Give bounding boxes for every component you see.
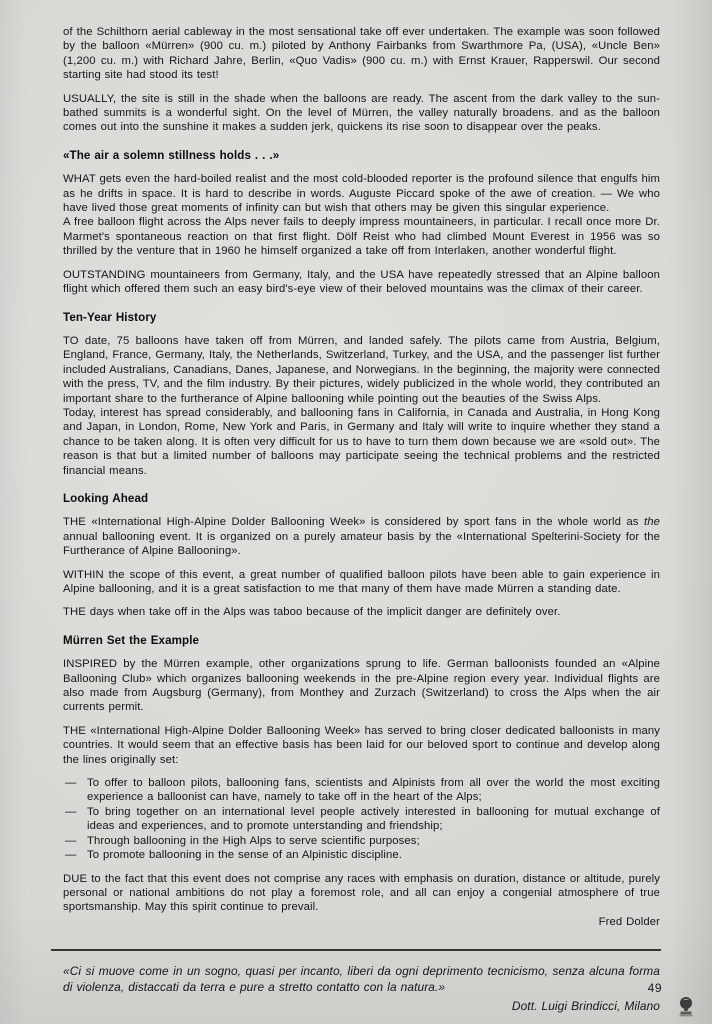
paragraph-free-flight: A free balloon flight across the Alps never fails to deeply impress mountaineers, in particular. I recall once more Dr. Marmet's spontaneous reaction on that first flight. Dölf Reist who had climbed Mount Everest in 1956 was so thrilled by the venture that in 1960 he himself organized a take off from Interlaken, another wonderful flight.	[63, 216, 660, 258]
bullet-dash-marker: —	[65, 834, 77, 847]
author-signature: Fred Dolder	[598, 915, 660, 928]
paragraph-to-date: TO date, 75 balloons have taken off from Mürren, and landed safely. The pilots came from Austria, Belgium, England, France, Germany, Italy, the Netherlands, Switzerland, Turkey, and the USA, and the passenger list further included Australians, Canadians, Danes, Japanese, and Norwegians. In the beginning, the majority were connected with the press, TV, and the film industry. By their pictures, widely publicized in the whole world, they contributed an important share to the furtherance of Alpine ballooning while pointing out the beauties of the Swiss Alps.	[63, 334, 660, 405]
paragraph-emphasis: the	[643, 516, 660, 529]
bullet-dash-marker: —	[65, 805, 77, 818]
bullet-item-text: Through ballooning in the High Alps to serve scientific purposes;	[87, 834, 420, 847]
bullet-item	[65, 776, 660, 805]
paragraph-taboo-days: THE days when take off in the Alps was taboo because of the implicit danger are definitely over.	[63, 606, 561, 619]
section-heading-ten-year-history: Ten-Year History	[63, 310, 157, 324]
bullet-item-text: To bring together on an international level people actively interested in ballooning for mutual exchange of ideas and experiences, and to promote unterstanding and friendship;	[87, 805, 660, 833]
paragraph-week-served: THE «International High-Alpine Dolder Ballooning Week» has served to bring closer dedicated balloonists in many countries. It would seem that an effective basis has been laid for our beloved sport to continue and develop along the lines originally set:	[63, 724, 660, 766]
divider-rule	[51, 949, 661, 951]
bullet-item-text: To promote ballooning in the sense of an Alpinistic discipline.	[87, 849, 403, 862]
footer-quote	[63, 964, 660, 1015]
paragraph-outstanding: OUTSTANDING mountaineers from Germany, Italy, and the USA have repeatedly stressed that an Alpine balloon flight which offered them such an easy bird's-eye view of their beloved mountains was the climax of their career.	[63, 268, 660, 296]
paragraph-inspired: INSPIRED by the Mürren example, other organizations sprung to life. German balloonists founded an «Alpine Ballooning Club» which organizes ballooning weekends in the pre-Alpine region every year. Individual flights are also made from Augsburg (Germany), from Monthey and Zurzach (Switzerland) to cross the Alps when the air currents permit.	[63, 658, 660, 714]
bullet-item	[65, 848, 660, 862]
bullet-item	[65, 805, 660, 834]
paragraph-intro-continuation: of the Schilthorn aerial cableway in the most sensational take off ever undertaken. The example was soon followed by the balloon «Mürren» (900 cu. m.) piloted by Anthony Fairbanks from Swarthmore Pa, (USA), «Uncle Ben» (1,200 cu. m.) with Richard Jahre, Berlin, «Quo Vadis» (900 cu. m.) with Ernst Krauer, Rapperswil. Our second starting site had stood its test!	[63, 26, 660, 82]
bullet-dash-marker: —	[65, 849, 77, 862]
section-heading-stillness: «The air a solemn stillness holds . . .»	[63, 148, 280, 162]
quote-attribution: Dott. Luigi Brindicci, Milano	[511, 999, 660, 1014]
paragraph-usually: USUALLY, the site is still in the shade when the balloons are ready. The ascent from the dark valley to the sun-bathed summits is a wonderful sight. On the level of Mürren, the valley naturally broadens. and as the balloon comes out into the sunshine it makes a sudden jerk, quickens its rise soon to disappear over the peaks.	[63, 92, 660, 134]
bullet-item-text: To offer to balloon pilots, ballooning fans, scientists and Alpinists from all over the world the most exciting experience a balloonist can have, namely to take off in the heart of the Alps;	[87, 777, 660, 804]
quote-text: «Ci si muove come in un sogno, quasi per incanto, liberi da ogni deprimento tecnicismo, senza alcuna forma di violenza, distaccati da terra e pure a stretto contatto con la natura.»	[63, 964, 660, 994]
section-heading-murren-example: Mürren Set the Example	[63, 633, 200, 647]
paragraph-due: DUE to the fact that this event does not comprise any races with emphasis on duration, distance or altitude, purely personal or national ambitions do not play a foremost role, and all can enjoy a congenial atmosphere of true sportsmanship. May this spirit continue to prevail.	[63, 872, 660, 914]
balloon-emblem-icon	[675, 996, 697, 1018]
paragraph-what: WHAT gets even the hard-boiled realist and the most cold-blooded reporter is the profound silence that engulfs him as he drifts in space. It is hard to describe in words. Auguste Piccard spoke of the awe of creation. — We who have lived those great moments of infinity can but wish that others may be given this singular experience.	[63, 173, 660, 215]
bullet-item	[65, 834, 660, 848]
paragraph-within-scope: WITHIN the scope of this event, a great number of qualified balloon pilots have been able to gain experience in Alpine ballooning, and it is a great satisfaction to me that many of them have made Mürren a standing date.	[63, 568, 660, 595]
paragraph-segment: annual ballooning event. It is organized on a purely amateur basis by the «International Spelterini-Society for the Furtherance of Alpine Ballooning».	[63, 530, 660, 558]
paragraph-today-interest: Today, interest has spread considerably, and ballooning fans in California, in Canada and Australia, in Hong Kong and Japan, in London, Rome, New York and Paris, in Germany and Italy will write to inquire whether they stand a chance to be taken along. It is often very difficult for us to have to turn them down because we are «sold out». The reason is that but a limited number of balloons may participate seeing the technical problems and the restricted financial means.	[63, 406, 660, 477]
bullet-dash-marker: —	[65, 777, 77, 790]
section-heading-looking-ahead: Looking Ahead	[63, 491, 149, 505]
bullet-list	[63, 776, 660, 862]
page-number: 49	[647, 981, 662, 995]
paragraph-segment: THE «International High-Alpine Dolder Ballooning Week» is considered by sport fans in the whole world as	[63, 516, 644, 529]
paragraph-dolder-week	[63, 515, 660, 558]
